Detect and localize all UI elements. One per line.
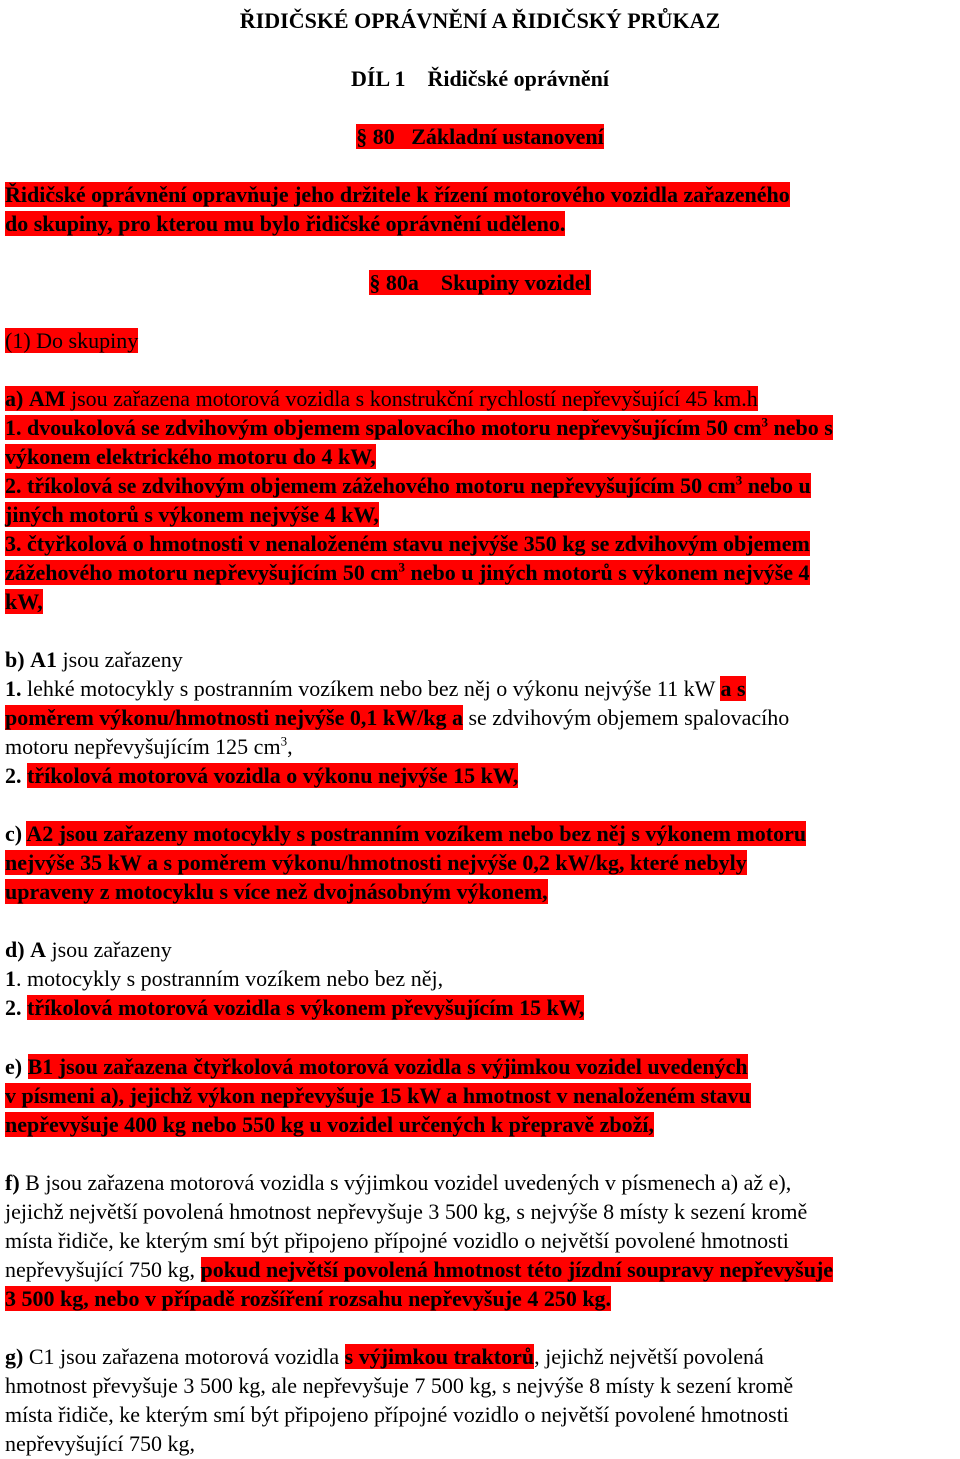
item-f-line-2 [5, 1197, 807, 1226]
item-d-sub-2-number: 2. [5, 995, 22, 1020]
item-d-sub-1-text: . motocykly s postranním vozíkem nebo bez něj, [16, 966, 444, 991]
item-f-line-3 [5, 1226, 789, 1255]
item-b-sub-1-highlight-2: poměrem výkonu/hmotnosti nejvýše 0,1 kW/kg a [5, 705, 463, 730]
item-f-text-4: nepřevyšující 750 kg, [5, 1257, 201, 1282]
section-80-heading [5, 122, 955, 151]
item-g-line-4 [5, 1429, 195, 1458]
item-f-line-1 [5, 1168, 791, 1197]
item-b-marker: b) [5, 647, 25, 672]
item-a-sub-1-cont: výkonem elektrického motoru do 4 kW, [5, 444, 376, 469]
item-e-text-2: v písmeni a), jejichž výkon nepřevyšuje 15 kW a hmotnost v nenaloženém stavu [5, 1083, 751, 1108]
superscript: 3 [280, 733, 288, 749]
section-80a-heading-text: § 80a Skupiny vozidel [369, 270, 591, 295]
item-c-text-1: A2 jsou zařazeny motocykly s postranním vozíkem nebo bez něj s výkonem motoru [26, 821, 807, 846]
section-80a-intro [5, 326, 138, 355]
superscript: 3 [398, 559, 405, 575]
item-b-sub-2 [5, 761, 518, 790]
item-f-line-4 [5, 1255, 833, 1284]
item-g-text-3: místa řidiče, ke kterým smí být připojeno přípojné vozidlo o největší povolené hmotnosti [5, 1402, 789, 1427]
section-80-heading-text: § 80 Základní ustanovení [356, 124, 604, 149]
item-b-text: jsou zařazeny [56, 647, 183, 672]
section-80-text-1: Řidičské oprávnění opravňuje jeho držitele k řízení motorového vozidla zařazeného [5, 182, 790, 207]
item-a-sub-3-line-3 [5, 587, 43, 616]
item-d-line-1 [5, 935, 172, 964]
item-e-line-2 [5, 1081, 751, 1110]
item-a-sub-2-line-1 [5, 471, 811, 500]
item-b-sub-2-number: 2. [5, 763, 22, 788]
item-b-sub-1-line-2 [5, 703, 789, 732]
item-a-sub-2-cont: jiných motorů s výkonem nejvýše 4 kW, [5, 502, 379, 527]
item-d-sub-1-number: 1 [5, 966, 16, 991]
section-80-paragraph-line-2 [5, 209, 565, 238]
item-c-line-2 [5, 848, 747, 877]
item-g-marker: g) [5, 1344, 24, 1369]
section-80a-intro-text: (1) Do skupiny [5, 328, 139, 353]
item-b-sub-1-line-1 [5, 674, 746, 703]
item-g-line-3 [5, 1400, 789, 1429]
item-c-text-3: upraveny z motocyklu s více než dvojnásobným výkonem, [5, 879, 548, 904]
item-a-text: jsou zařazena motorová vozidla s konstrukční rychlostí nepřevyšující 45 km.h [65, 386, 758, 411]
item-a-sub-2-line-2 [5, 500, 379, 529]
item-f-highlight-2: 3 500 kg, nebo v případě rozšíření rozsahu nepřevyšuje 4 250 kg. [5, 1286, 612, 1311]
item-g-text-4: nepřevyšující 750 kg, [5, 1431, 196, 1456]
item-b-sub-2-text: tříkolová motorová vozidla o výkonu nejvýše 15 kW, [27, 763, 519, 788]
item-b-sub-1-text: lehké motocykly s postranním vozíkem nebo bez něj o výkonu nejvýše 11 kW [21, 676, 721, 701]
section-80-paragraph-line-1 [5, 180, 790, 209]
item-b-sub-1-highlight-1: a s [720, 676, 746, 701]
part-heading-text: DÍL 1 Řidičské oprávnění [351, 66, 609, 91]
item-f-line-5 [5, 1284, 611, 1313]
item-g-line-1 [5, 1342, 764, 1371]
item-g-text-1: C1 jsou zařazena motorová vozidla [23, 1344, 345, 1369]
item-b-sub-1-number: 1. [5, 676, 22, 701]
item-a-sub-3-cont: zážehového motoru nepřevyšujícím 50 cm [5, 560, 399, 585]
item-b-line-1 [5, 645, 183, 674]
item-f-text-1: B jsou zařazena motorová vozidla s výjimkou vozidel uvedených v písmenech a) až e), [19, 1170, 792, 1195]
superscript: 3 [735, 472, 743, 488]
item-d-sub-2-text: tříkolová motorová vozidla s výkonem převyšujícím 15 kW, [27, 995, 585, 1020]
item-e-marker: e) [5, 1054, 23, 1079]
item-c-line-1 [5, 819, 806, 848]
item-e-line-3 [5, 1110, 654, 1139]
item-a-sub-3-line-2 [5, 558, 810, 587]
item-a-sub-3-end: kW, [5, 589, 43, 614]
part-heading [5, 64, 955, 93]
item-b-sub-1-tail: se zdvihovým objemem spalovacího [462, 705, 790, 730]
item-a-sub-3-line-1 [5, 529, 810, 558]
item-b-sub-1-end: , [287, 734, 293, 759]
item-a-sub-1-line-1 [5, 413, 833, 442]
section-80-text-2: do skupiny, pro kterou mu bylo řidičské oprávnění uděleno. [5, 211, 566, 236]
item-f-highlight-1: pokud největší povolená hmotnost této jízdní soupravy nepřevyšuje [200, 1257, 834, 1282]
item-a-sub-1-tail: nebo s [768, 415, 833, 440]
document-title [5, 6, 955, 35]
item-a-marker: a) [5, 386, 24, 411]
superscript: 3 [761, 414, 769, 430]
item-a-sub-3-text: 3. čtyřkolová o hmotnosti v nenaloženém stavu nejvýše 350 kg se zdvihovým objemem [5, 531, 810, 556]
item-b-sub-1-line-3 [5, 732, 293, 761]
item-g-text-2: hmotnost převyšuje 3 500 kg, ale nepřevyšuje 7 500 kg, s nejvýše 8 místy k sezení kromě [5, 1373, 794, 1398]
item-d-sub-2 [5, 993, 584, 1022]
item-d-marker: d) [5, 937, 25, 962]
item-e-line-1 [5, 1052, 748, 1081]
item-c-marker: c) [5, 821, 23, 846]
item-f-text-2: jejichž největší povolená hmotnost nepřevyšuje 3 500 kg, s nejvýše 8 místy k sezení kromě [5, 1199, 808, 1224]
item-c-text-2: nejvýše 35 kW a s poměrem výkonu/hmotnosti nejvýše 0,2 kW/kg, které nebyly [5, 850, 747, 875]
item-g-highlight: s výjimkou traktorů [344, 1344, 535, 1369]
item-g-text-1-tail: , jejichž největší povolená [534, 1344, 764, 1369]
item-b-code: A1 [30, 647, 57, 672]
item-d-code: A [30, 937, 46, 962]
item-a-sub-3-tail: nebo u jiných motorů s výkonem nejvýše 4 [404, 560, 810, 585]
item-a-line-1 [5, 384, 758, 413]
item-a-code: AM [28, 386, 66, 411]
item-e-text-1: B1 jsou zařazena čtyřkolová motorová vozidla s výjimkou vozidel uvedených [27, 1054, 748, 1079]
item-g-line-2 [5, 1371, 793, 1400]
item-d-text: jsou zařazeny [45, 937, 172, 962]
item-a-sub-1-text: 1. dvoukolová se zdvihovým objemem spalovacího motoru nepřevyšujícím 50 cm [5, 415, 762, 440]
item-c-line-3 [5, 877, 548, 906]
item-f-marker: f) [5, 1170, 20, 1195]
item-e-text-3: nepřevyšuje 400 kg nebo 550 kg u vozidel určených k přepravě zboží, [5, 1112, 654, 1137]
document-title-text: ŘIDIČSKÉ OPRÁVNĚNÍ A ŘIDIČSKÝ PRŮKAZ [239, 8, 721, 33]
item-a-sub-2-text: 2. tříkolová se zdvihovým objemem zážehového motoru nepřevyšujícím 50 cm [5, 473, 736, 498]
section-80a-heading [5, 268, 955, 297]
item-a-sub-1-line-2 [5, 442, 376, 471]
item-d-sub-1 [5, 964, 443, 993]
item-f-text-3: místa řidiče, ke kterým smí být připojeno přípojné vozidlo o největší povolené hmotnosti [5, 1228, 789, 1253]
item-a-sub-2-tail: nebo u [742, 473, 811, 498]
item-b-sub-1-cont: motoru nepřevyšujícím 125 cm [5, 734, 281, 759]
